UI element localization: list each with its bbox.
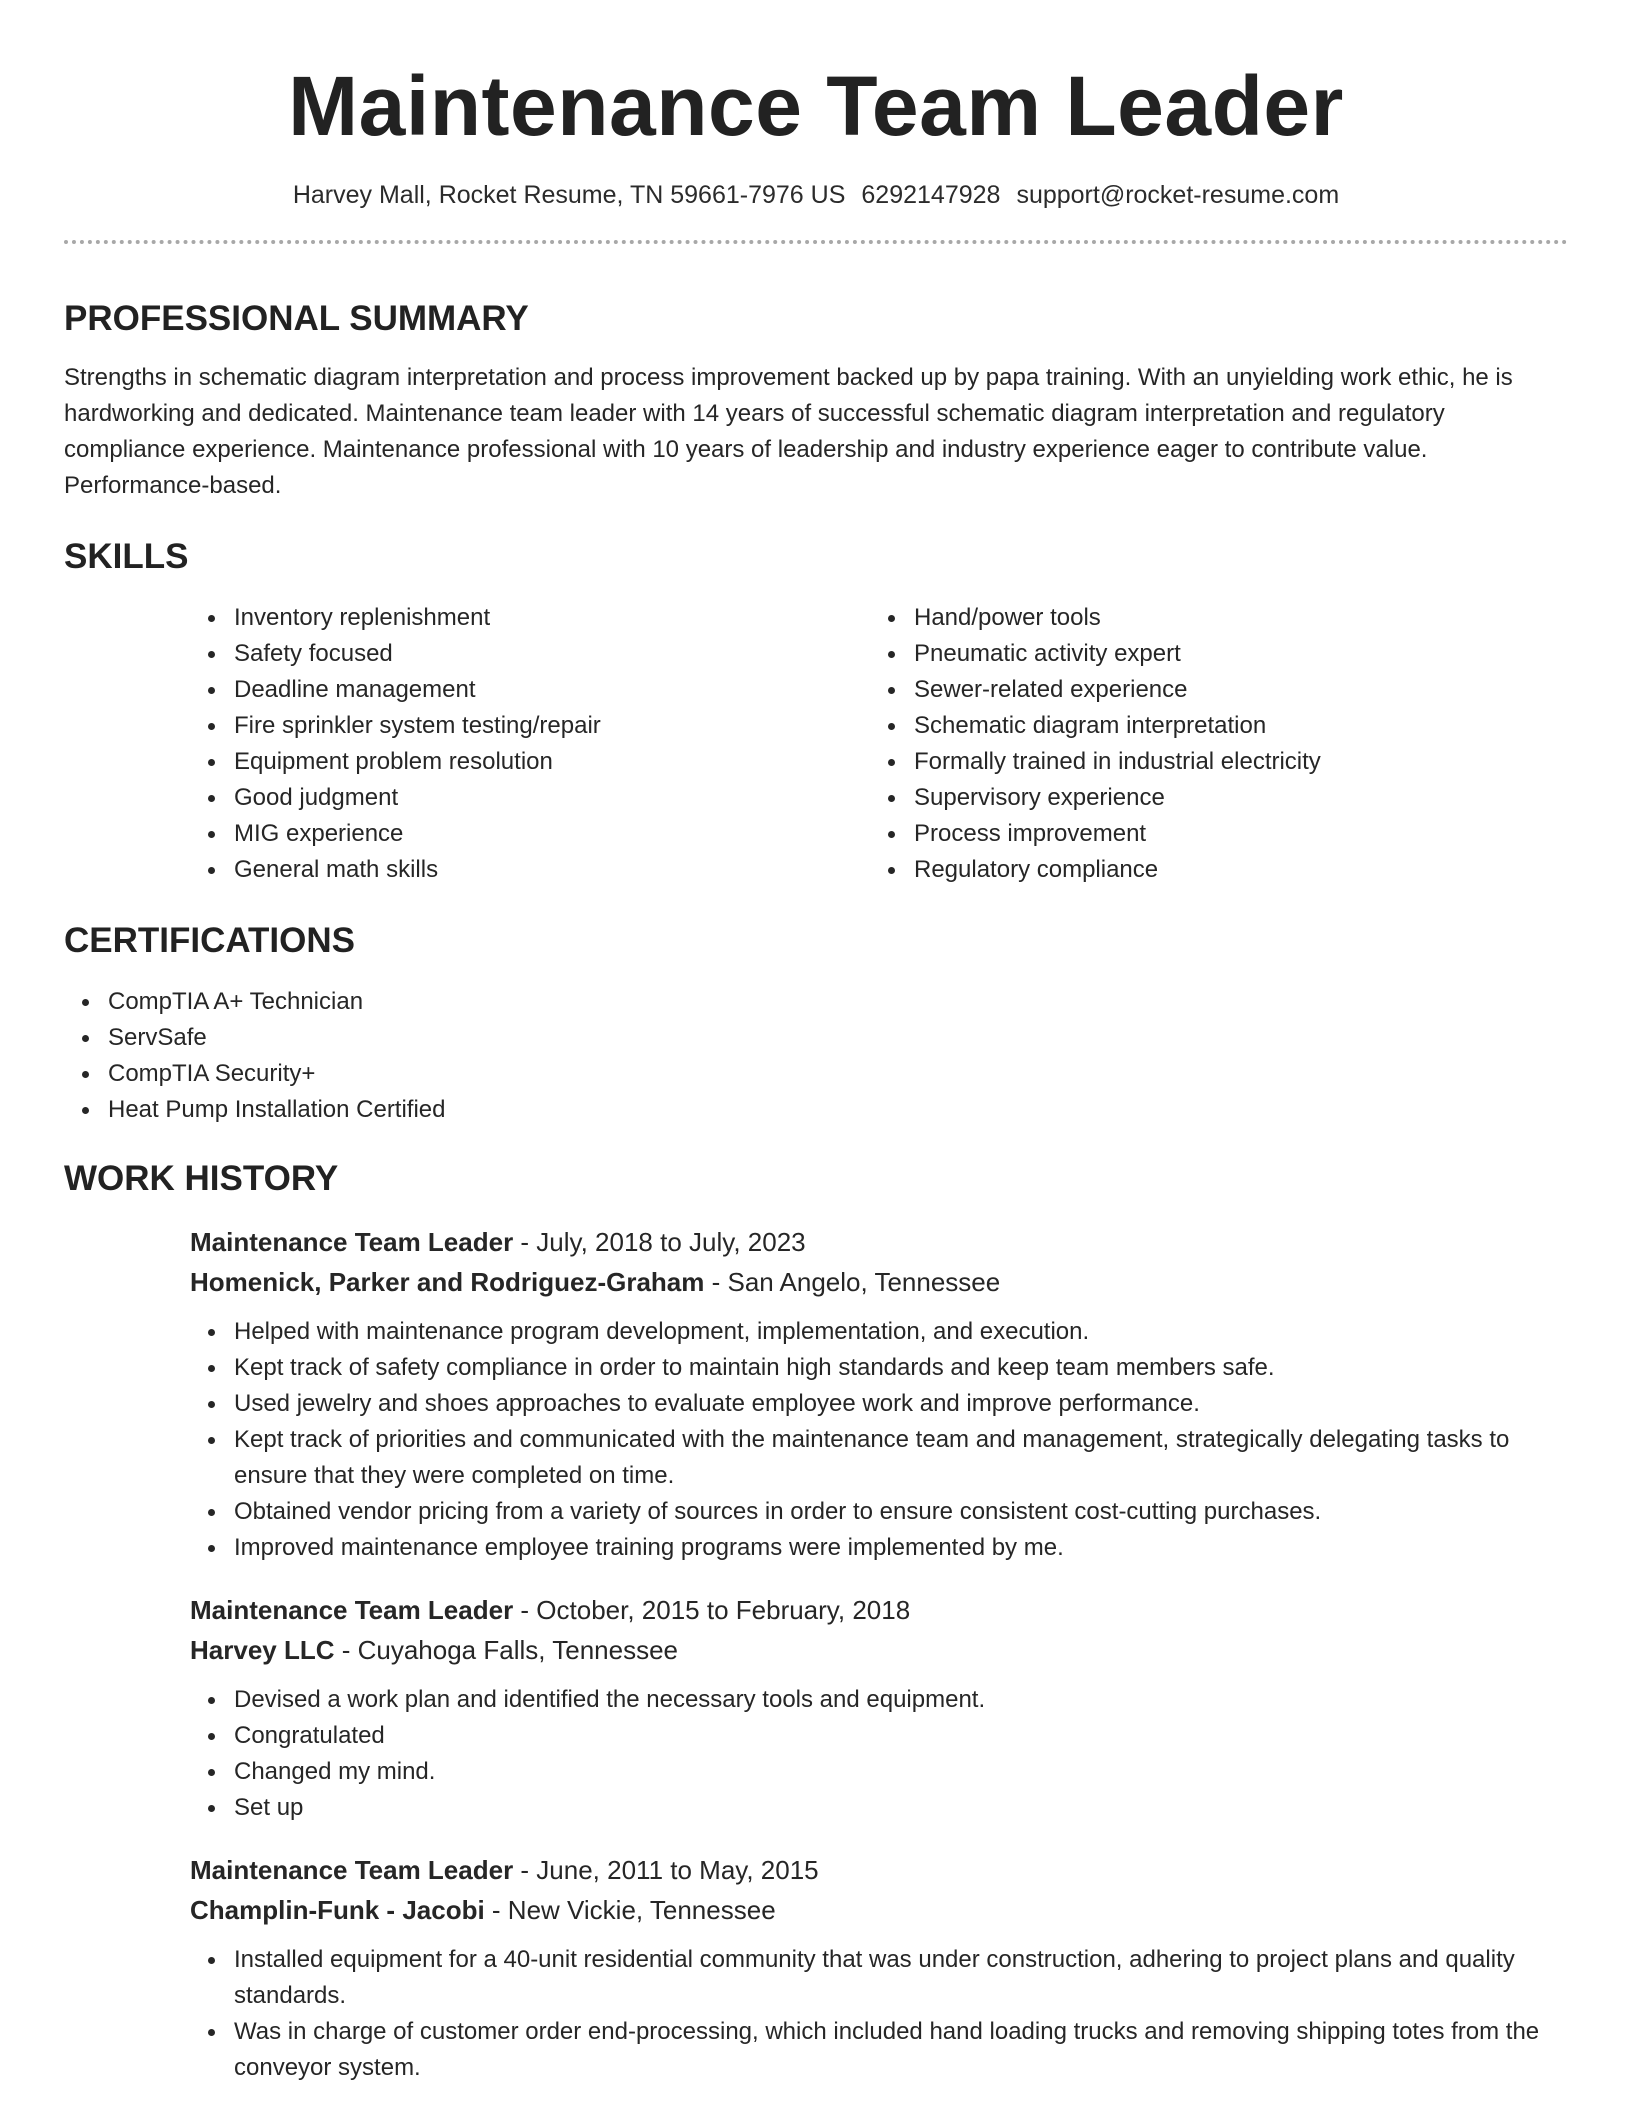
job-duties-list <box>190 1682 1568 1826</box>
list-item: Heat Pump Installation Certified <box>64 1092 1568 1128</box>
resume-page <box>64 0 1568 2081</box>
job-location: - Cuyahoga Falls, Tennessee <box>334 1635 678 1665</box>
list-item: Schematic diagram interpretation <box>870 708 1550 744</box>
list-item: Set up <box>190 1790 1568 1826</box>
summary-text: Strengths in schematic diagram interpretation and process improvement backed up by papa training. With an unyielding work ethic, he is hardworking and dedicated. Maintenance team leader with 14 years of successful schematic diagram interpretation and regulatory compliance experience. Maintenance professional with 10 years of leadership and industry experience eager to contribute value. Performance-based. <box>64 364 1513 499</box>
skills-heading: SKILLS <box>64 537 189 576</box>
certifications-section <box>64 920 1568 1128</box>
job-title-line <box>190 1222 1568 1262</box>
list-item: Inventory replenishment <box>190 600 870 636</box>
list-item: Used jewelry and shoes approaches to evaluate employee work and improve performance. <box>190 1386 1568 1422</box>
list-item: Changed my mind. <box>190 1754 1568 1790</box>
summary-heading: PROFESSIONAL SUMMARY <box>64 299 529 338</box>
summary-section <box>64 298 1568 504</box>
list-item: Deadline management <box>190 672 870 708</box>
list-item: CompTIA A+ Technician <box>64 984 1568 1020</box>
job-company: Harvey LLC <box>190 1635 335 1665</box>
job-title-line <box>190 1850 1568 1890</box>
list-item: Sewer-related experience <box>870 672 1550 708</box>
job-company: Homenick, Parker and Rodriguez-Graham <box>190 1267 705 1297</box>
resume-name: Maintenance Team Leader <box>288 59 1344 153</box>
job-dates: - October, 2015 to February, 2018 <box>513 1595 911 1625</box>
job-title-line <box>190 1590 1568 1630</box>
certifications-heading: CERTIFICATIONS <box>64 921 356 960</box>
list-item: Obtained vendor pricing from a variety of sources in order to ensure consistent cost-cutting purchases. <box>190 1494 1568 1530</box>
job-entry <box>190 1222 1568 1566</box>
work-history-heading: WORK HISTORY <box>64 1159 339 1198</box>
list-item: CompTIA Security+ <box>64 1056 1568 1092</box>
job-company-line <box>190 1262 1568 1302</box>
list-item: ServSafe <box>64 1020 1568 1056</box>
job-dates: - July, 2018 to July, 2023 <box>513 1227 806 1257</box>
list-item: Fire sprinkler system testing/repair <box>190 708 870 744</box>
list-item: Congratulated <box>190 1718 1568 1754</box>
job-duties-list <box>190 1942 1568 2086</box>
job-entry <box>190 1850 1568 2086</box>
contact-line <box>64 178 1568 212</box>
job-location: - New Vickie, Tennessee <box>484 1895 776 1925</box>
skills-section <box>64 536 1568 888</box>
job-role: Maintenance Team Leader <box>190 1227 514 1257</box>
header-divider <box>64 240 1568 244</box>
list-item: General math skills <box>190 852 870 888</box>
skills-list-right <box>870 600 1550 888</box>
certifications-list <box>64 984 1568 1128</box>
work-history-section <box>64 1158 1568 2086</box>
job-company-line <box>190 1890 1568 1930</box>
list-item: Equipment problem resolution <box>190 744 870 780</box>
list-item: Regulatory compliance <box>870 852 1550 888</box>
contact-address: Harvey Mall, Rocket Resume, TN 59661-7976 US <box>292 181 846 209</box>
list-item: Pneumatic activity expert <box>870 636 1550 672</box>
job-duties-list <box>190 1314 1568 1566</box>
list-item: Process improvement <box>870 816 1550 852</box>
list-item: MIG experience <box>190 816 870 852</box>
list-item: Good judgment <box>190 780 870 816</box>
job-dates: - June, 2011 to May, 2015 <box>513 1855 819 1885</box>
list-item: Was in charge of customer order end-processing, which included hand loading trucks and removing shipping totes from the conveyor system. <box>190 2014 1568 2086</box>
list-item: Formally trained in industrial electricity <box>870 744 1550 780</box>
list-item: Installed equipment for a 40-unit residential community that was under construction, adhering to project plans and quality standards. <box>190 1942 1568 2014</box>
job-location: - San Angelo, Tennessee <box>704 1267 1001 1297</box>
job-entry <box>190 1590 1568 1826</box>
job-role: Maintenance Team Leader <box>190 1595 514 1625</box>
list-item: Supervisory experience <box>870 780 1550 816</box>
job-company-line <box>190 1630 1568 1670</box>
list-item: Safety focused <box>190 636 870 672</box>
list-item: Helped with maintenance program development, implementation, and execution. <box>190 1314 1568 1350</box>
contact-email: support@rocket-resume.com <box>1016 181 1340 209</box>
contact-phone: 6292147928 <box>861 181 1001 209</box>
list-item: Hand/power tools <box>870 600 1550 636</box>
list-item: Kept track of priorities and communicated with the maintenance team and management, strategically delegating tasks to ensure that they were completed on time. <box>190 1422 1568 1494</box>
list-item: Kept track of safety compliance in order to maintain high standards and keep team members safe. <box>190 1350 1568 1386</box>
skills-columns <box>190 600 1568 888</box>
list-item: Devised a work plan and identified the necessary tools and equipment. <box>190 1682 1568 1718</box>
list-item: Improved maintenance employee training programs were implemented by me. <box>190 1530 1568 1566</box>
job-company: Champlin-Funk - Jacobi <box>190 1895 485 1925</box>
job-role: Maintenance Team Leader <box>190 1855 514 1885</box>
skills-list-left <box>190 600 870 888</box>
